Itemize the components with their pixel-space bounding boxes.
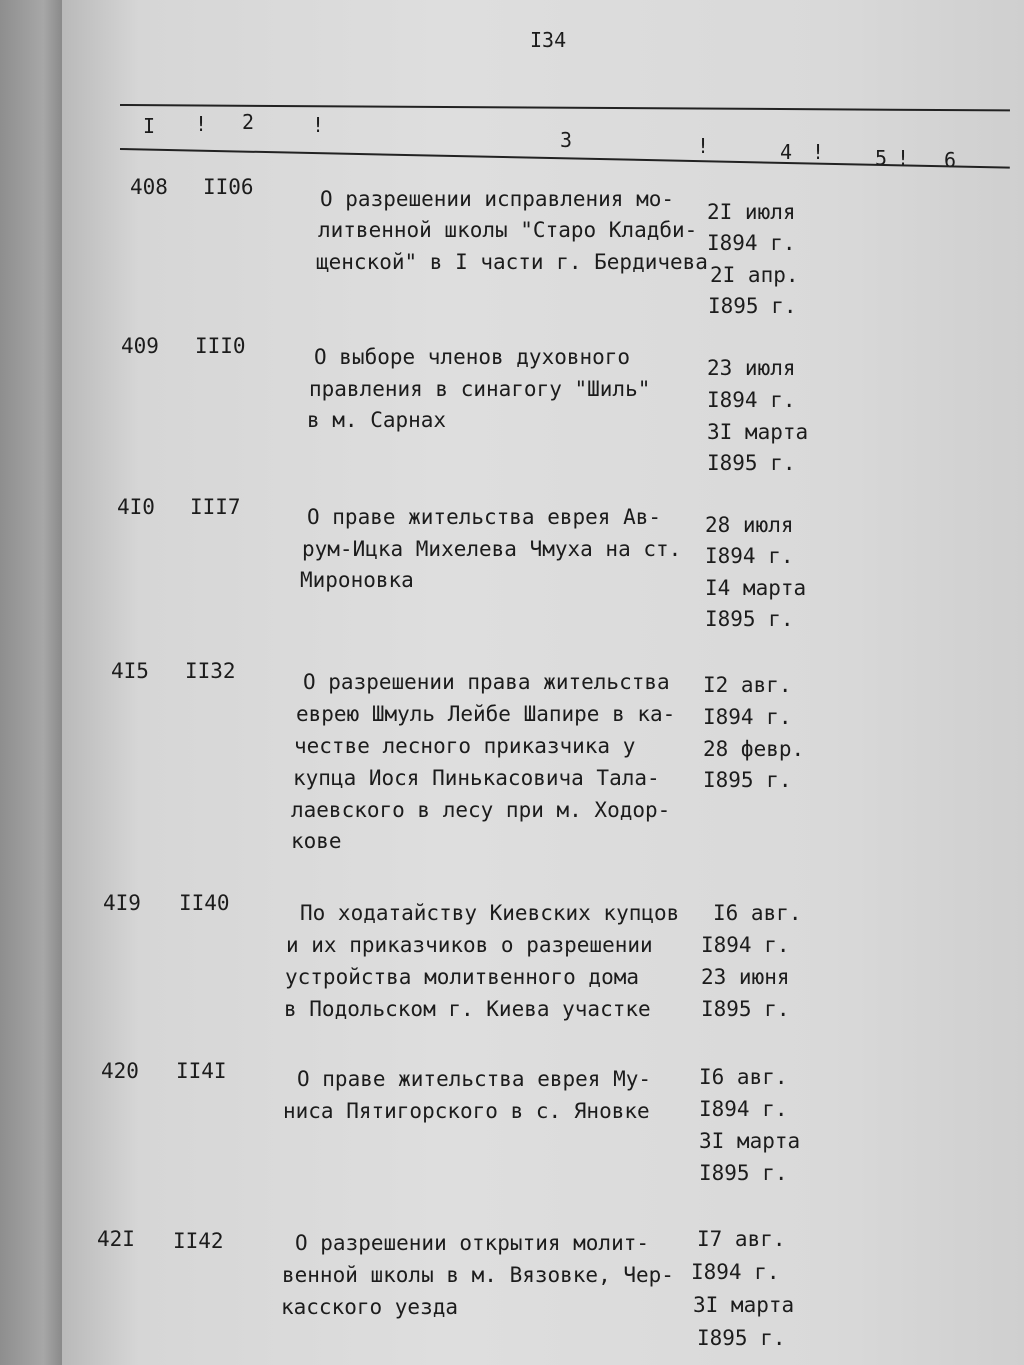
entry-description-line: в Подольском г. Киева участке <box>284 997 651 1021</box>
entry-case-number: III7 <box>190 495 241 519</box>
header-col-4: 4 <box>780 140 793 164</box>
entry-description-line: и их приказчиков о разрешении <box>286 933 653 957</box>
entry-date-line: I895 г. <box>705 607 794 631</box>
entry-case-number: II40 <box>179 891 230 915</box>
entry-date-line: I894 г. <box>691 1260 780 1284</box>
entry-date-line: 3I марта <box>693 1293 795 1317</box>
entry-description-line: венной школы в м. Вязовке, Чер- <box>282 1263 674 1287</box>
header-sep-5: ! <box>897 146 910 170</box>
header-col-5: 5 <box>875 146 888 170</box>
entry-description-line: О праве жительства еврея Ав- <box>307 505 662 529</box>
entry-description-line: О разрешении открытия молит- <box>295 1231 650 1255</box>
entry-description-line: рум-Ицка Михелева Чмуха на ст. <box>302 537 682 561</box>
entry-date-line: 23 июля <box>707 356 796 380</box>
entry-date-line: I894 г. <box>707 388 796 412</box>
header-sep-1: ! <box>195 112 208 136</box>
entry-description-line: кове <box>291 829 342 853</box>
entry-date-line: I894 г. <box>699 1097 788 1121</box>
entry-date-line: I4 марта <box>705 576 807 600</box>
header-sep-2: ! <box>312 113 325 137</box>
entry-case-number: II4I <box>176 1059 227 1083</box>
entry-description-line: честве лесного приказчика у <box>294 734 636 758</box>
entry-date-line: I2 авг. <box>703 673 792 697</box>
entry-date-line: I894 г. <box>703 705 792 729</box>
entry-case-number: II42 <box>173 1229 224 1253</box>
entry-date-line: I894 г. <box>707 231 796 255</box>
entry-number: 42I <box>97 1227 135 1251</box>
header-col-6: 6 <box>944 148 957 172</box>
entry-number: 4I5 <box>111 659 149 683</box>
entry-description-line: правления в синагогу "Шиль" <box>309 377 651 401</box>
entry-date-line: 3I марта <box>707 420 809 444</box>
entry-number: 409 <box>121 334 159 358</box>
entry-description-line: Мироновка <box>300 568 414 592</box>
entry-date-line: I894 г. <box>701 933 790 957</box>
adjacent-page-edge <box>0 0 62 1365</box>
header-sep-4: ! <box>812 140 825 164</box>
entry-case-number: II32 <box>185 659 236 683</box>
entry-description-line: ниса Пятигорского в с. Яновке <box>283 1099 650 1123</box>
header-col-3: 3 <box>560 128 573 152</box>
entry-date-line: I895 г. <box>699 1161 788 1185</box>
entry-description-line: купца Иося Пинькасовича Тала- <box>293 766 660 790</box>
entry-description-line: О разрешении исправления мо- <box>320 187 675 211</box>
entry-date-line: 28 февр. <box>703 737 805 761</box>
entry-number: 4I0 <box>117 495 155 519</box>
entry-date-line: I895 г. <box>708 294 797 318</box>
entry-description-line: О выборе членов духовного <box>314 345 631 369</box>
entry-date-line: 3I марта <box>699 1129 801 1153</box>
entry-case-number: II06 <box>203 175 254 199</box>
entry-description-line: касского уезда <box>281 1295 459 1319</box>
entry-description-line: в м. Сарнах <box>307 408 447 432</box>
header-sep-3: ! <box>697 134 710 158</box>
entry-date-line: I895 г. <box>707 451 796 475</box>
header-col-1: I <box>143 114 156 138</box>
entry-number: 408 <box>130 175 168 199</box>
entry-date-line: I894 г. <box>705 544 794 568</box>
entry-date-line: 28 июля <box>705 513 794 537</box>
entry-number: 4I9 <box>103 891 141 915</box>
entry-date-line: I6 авг. <box>713 901 802 925</box>
entry-date-line: I6 авг. <box>699 1065 788 1089</box>
entry-description-line: По ходатайству Киевских купцов <box>300 901 680 925</box>
entry-description-line: устройства молитвенного дома <box>285 965 640 989</box>
entry-description-line: О разрешении права жительства <box>303 670 670 694</box>
entry-description-line: О праве жительства еврея Му- <box>297 1067 652 1091</box>
entry-case-number: III0 <box>195 334 246 358</box>
entry-description-line: еврею Шмуль Лейбе Шапире в ка- <box>296 702 676 726</box>
page-number: I34 <box>530 28 567 52</box>
entry-description-line: щенской" в I части г. Бердичева <box>316 250 708 274</box>
entry-date-line: I7 авг. <box>697 1227 786 1251</box>
entry-date-line: I895 г. <box>697 1326 786 1350</box>
entry-number: 420 <box>101 1059 139 1083</box>
header-col-2: 2 <box>242 110 255 134</box>
entry-date-line: 23 июня <box>701 965 790 989</box>
entry-date-line: 2I апр. <box>710 263 799 287</box>
entry-description-line: лаевского в лесу при м. Ходор- <box>291 798 671 822</box>
entry-date-line: I895 г. <box>701 997 790 1021</box>
entry-date-line: 2I июля <box>707 200 796 224</box>
entry-description-line: литвенной школы "Старо Кладби- <box>318 218 698 242</box>
entry-date-line: I895 г. <box>703 768 792 792</box>
